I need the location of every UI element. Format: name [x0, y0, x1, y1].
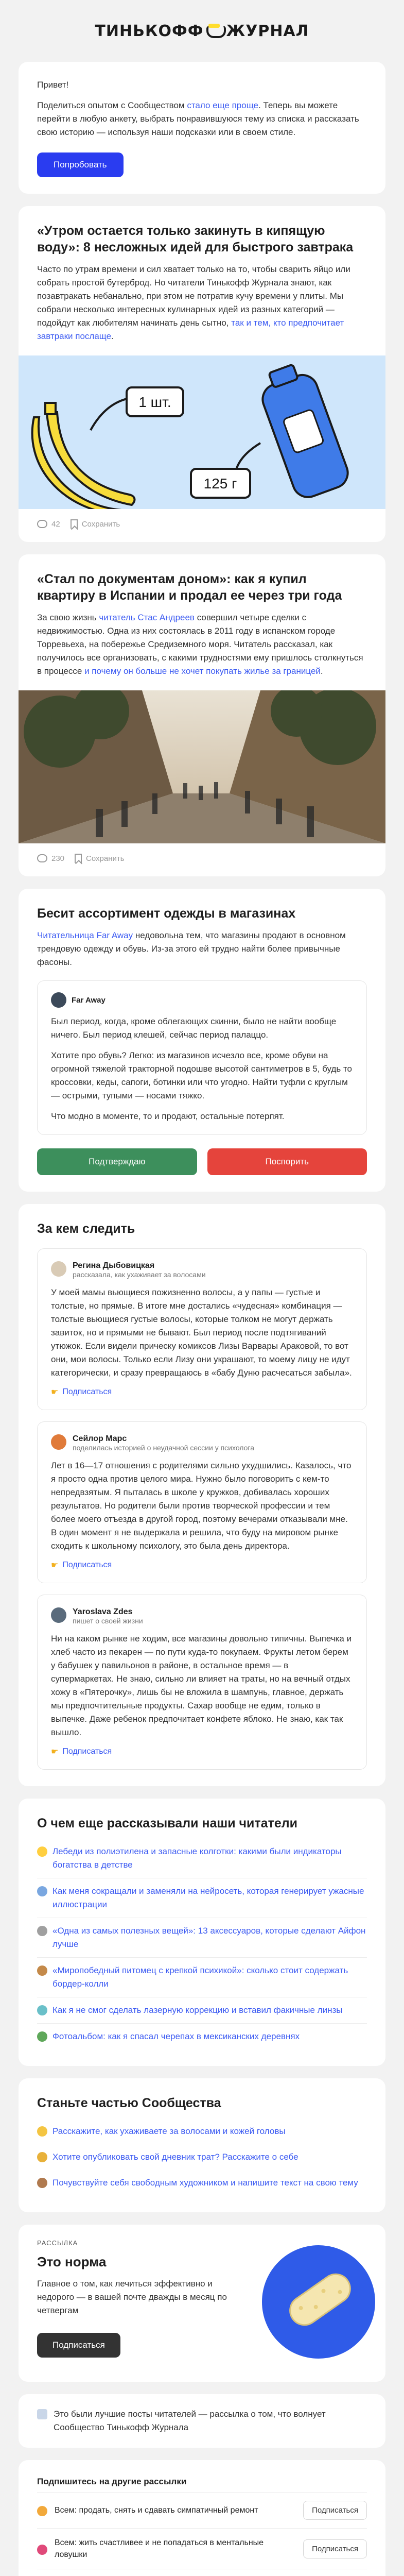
bottle-label: 125 г — [203, 476, 237, 492]
subscription-row — [37, 2492, 367, 2528]
readers-list — [37, 1839, 367, 2049]
list-link[interactable]: Лебеди из полиэтилена и запасные колготки: какими были индикаторы богатства в детстве — [52, 1846, 342, 1870]
key-emoji-icon — [37, 2506, 47, 2516]
follow-author[interactable] — [51, 1261, 353, 1279]
street-photo — [19, 690, 385, 843]
pointer-icon: ☛ — [51, 1561, 59, 1570]
article-lead-part: Часто по утрам времени и сил хватает только на то, чтобы сварить яйцо или собрать простой бутерброд. Но читатели Тинькофф Журнала знают, как позавтракать небанально, при этом не потратив кучу времени у плиты. Мы собрали несколько интересных кулинарных идей из разных категорий — подойдут как любителям начинать день сытно, — [37, 264, 350, 328]
community-list — [37, 2119, 367, 2196]
follow-author[interactable] — [51, 1607, 353, 1625]
comment-icon — [37, 854, 47, 862]
list-link[interactable]: Фотоальбом: как я спасал черепах в мексиканских деревнях — [52, 2031, 300, 2041]
pointer-icon: ☛ — [51, 1748, 59, 1756]
newsletter-card — [19, 2225, 385, 2382]
bookmark-icon — [71, 519, 78, 529]
comments-counter[interactable] — [37, 520, 60, 529]
avatar — [51, 1434, 66, 1450]
readers-card — [19, 1799, 385, 2066]
banana-bottle-illustration — [19, 355, 385, 509]
subscribe-button[interactable]: Подписаться — [303, 2501, 367, 2520]
community-card — [19, 2078, 385, 2212]
subscribe-label: Подписаться — [62, 1387, 112, 1396]
turtle-emoji-icon — [37, 2031, 47, 2042]
robot-emoji-icon — [37, 1886, 47, 1896]
subscribe-label: Подписаться — [62, 1747, 112, 1756]
list-item[interactable] — [37, 1878, 367, 1918]
article-link[interactable]: так и тем, кто предпочитает завтраки послаще — [37, 318, 344, 341]
list-item[interactable] — [37, 2119, 367, 2144]
pill-svg — [231, 2225, 385, 2379]
list-item[interactable] — [37, 1918, 367, 1957]
article-meta — [19, 509, 385, 542]
pointer-icon: ☛ — [51, 1388, 59, 1397]
subscribe-link[interactable] — [51, 1747, 353, 1757]
avatar — [51, 1607, 66, 1623]
newsletter-subscribe-button[interactable]: Подписаться — [37, 2333, 120, 2358]
article-lead-part: . — [111, 331, 114, 341]
subscribe-button[interactable]: Подписаться — [303, 2539, 367, 2558]
note-card — [19, 2394, 385, 2448]
brand-left: ТИНЬКОФФ — [95, 22, 204, 40]
bookmark-icon — [75, 854, 82, 863]
comments-count: 42 — [51, 519, 60, 529]
newsletter-description: Главное о том, как лечиться эффективно и недорого — в вашей почте дважды в месяц по четвергам — [37, 2279, 227, 2315]
follow-item — [37, 1595, 367, 1770]
try-button[interactable]: Попробовать — [37, 152, 124, 177]
follow-text: Ни на каком рынке не ходим, все магазины довольно типичны. Выпечка и хлеб часто из пекарен — по пути куда-то покупаем. Фрукты летом берем у бабушек у павильонов в районе, в остальное время — в супермаркетах. Не знаю, сильно ли влияет на траты, но на вечный отдых хожу в «Пятерочку», лишь бы не вложила в шампунь, главное, держать мы предпочтительные продукты. Сахар вообще не едим, только в выпечке. Даже ребенок предпочитает конфете яблоко. Не знаю, как так вышло. — [51, 1634, 352, 1737]
avatar — [51, 992, 66, 1008]
list-link[interactable]: Почувствуйте себя свободным художником и напишите текст на свою тему — [52, 2178, 358, 2188]
save-action[interactable] — [71, 519, 120, 529]
article-title[interactable]: «Стал по документам доном»: как я купил квартиру в Испании и продал ее через три года — [37, 572, 342, 603]
article-card-spain[interactable] — [19, 554, 385, 876]
brand-logo[interactable] — [0, 0, 404, 62]
list-link[interactable]: Хотите опубликовать свой дневник трат? Расскажите о себе — [52, 2152, 298, 2162]
save-label: Сохранить — [86, 854, 125, 863]
comments-count: 230 — [51, 854, 65, 863]
follow-author[interactable] — [51, 1434, 353, 1452]
article-meta — [19, 843, 385, 876]
article-lead-part: За свою жизнь — [37, 613, 99, 622]
article-lead-part: . — [320, 666, 323, 676]
follow-card — [19, 1204, 385, 1786]
list-item[interactable] — [37, 1997, 367, 2023]
author-subtitle: пишет о своей жизни — [73, 1617, 143, 1625]
subscribe-card — [19, 2460, 385, 2576]
reader-link[interactable]: Читательница Far Away — [37, 930, 133, 940]
photo-svg — [19, 690, 385, 843]
banana-label: 1 шт. — [138, 394, 171, 410]
eye-emoji-icon — [37, 2005, 47, 2015]
list-item[interactable] — [37, 2144, 367, 2170]
newsletter-kicker: РАССЫЛКА — [37, 2239, 78, 2247]
swan-emoji-icon — [37, 1846, 47, 1857]
subscription-text: Всем: жить счастливее и не попадаться в ментальные ловушки — [55, 2538, 264, 2559]
illustration-svg — [19, 355, 385, 509]
shield-icon — [206, 24, 223, 38]
artist-emoji-icon — [37, 2178, 47, 2188]
follow-text: Лет в 16—17 отношения с родителями сильно ухудшились. Казалось, что я просто одна против целого мира. Нужно было поговорить с кем-то непредвзятым. Я пыталась в школе у кружков, добивалась хороших результатов. Но родители были против творческой профессии и тем более моего отъезда в другой город, поэтому вечерами отказывали мне. В один момент я не выдержала и решила, что буду на мировом рынке сходить к школьному психологу, это была день директора. — [51, 1461, 352, 1551]
poll-title: Бесит ассортимент одежды в магазинах — [37, 906, 296, 921]
agree-button[interactable]: Подтверждаю — [37, 1148, 197, 1175]
subscribe-label: Подписаться — [62, 1561, 112, 1569]
comments-counter[interactable] — [37, 854, 64, 863]
quote-paragraph: Был период, когда, кроме облегающих скинни, было не найти вообще ничего. Был период клешей, сейчас период палаццо. — [51, 1016, 337, 1040]
newsletter-title: Это норма — [37, 2254, 107, 2269]
follow-title: За кем следить — [37, 1222, 135, 1236]
brand-right: ЖУРНАЛ — [226, 22, 309, 40]
list-item[interactable] — [37, 2170, 367, 2196]
comment-icon — [37, 520, 47, 528]
follow-item — [37, 1421, 367, 1583]
article-link[interactable]: и почему он больше не хочет покупать жилье за границей — [84, 666, 321, 676]
article-lead — [37, 611, 367, 678]
subscription-text: Всем: продать, снять и сдавать симпатичный ремонт — [55, 2506, 258, 2515]
readers-title: О чем еще рассказывали наши читатели — [37, 1816, 297, 1831]
intro-text — [37, 99, 367, 139]
quote-paragraph: Хотите про обувь? Легко: из магазинов исчезло все, кроме обуви на огромной тяжелой тракторной подошве высотой сантиметров в 5, будь то кроссовки, кеды, сапоги, ботинки или что угодно. Найти туфли с круглым — острыми, тупыми — носами тяжко. — [51, 1050, 353, 1100]
quote-author[interactable] — [51, 992, 353, 1008]
subscribe-link[interactable] — [51, 1387, 353, 1397]
author-info — [73, 1607, 143, 1625]
list-link[interactable]: Как меня сокращали и заменяли на нейросеть, которая генерирует ужасные иллюстрации — [52, 1886, 364, 1909]
author-subtitle: рассказала, как ухаживает за волосами — [73, 1270, 206, 1279]
intro-card — [19, 62, 385, 194]
argue-button[interactable]: Поспорить — [207, 1148, 367, 1175]
list-item[interactable] — [37, 2023, 367, 2049]
author-info — [73, 1434, 254, 1452]
save-action[interactable] — [75, 854, 125, 863]
poll-intro — [37, 929, 367, 969]
intro-link[interactable]: стало еще проще — [187, 100, 258, 110]
list-link[interactable]: «Миропобедный питомец с крепкой психикой»: сколько стоит содержать бордер-колли — [52, 1965, 348, 1989]
phone-emoji-icon — [37, 1926, 47, 1936]
article-card-breakfast[interactable] — [19, 206, 385, 542]
article-lead — [37, 263, 367, 343]
intro-text-part: . Теперь вы можете перейти в любую анкету, выбрать понравившуюся тему из списка и рассказать свою историю — используя наши подсказки или в своем стиле. — [37, 100, 359, 137]
poll-card — [19, 889, 385, 1192]
comb-emoji-icon — [37, 2126, 47, 2137]
subscription-row — [37, 2528, 367, 2569]
author-name: Сейлор Марс — [73, 1434, 127, 1443]
list-item[interactable] — [37, 1957, 367, 1997]
reader-quote — [37, 980, 367, 1135]
money-emoji-icon — [37, 2152, 47, 2162]
subscribe-title: Подпишитесь на другие рассылки — [37, 2477, 187, 2486]
speech-emoji-icon — [37, 2409, 47, 2419]
poll-intro-part: недовольна тем, что магазины продают в основном трендовую одежду и обувь. Из-за этого ей трудно найти более привычные фасоны. — [37, 930, 346, 967]
author-name: Регина Дыбовицкая — [73, 1261, 155, 1270]
heart-emoji-icon — [37, 2545, 47, 2555]
article-title[interactable]: «Утром остается только закинуть в кипящую воду»: 8 несложных идей для быстрого завтрака — [37, 224, 354, 255]
list-link[interactable]: Как я не смог сделать лазерную коррекцию и вставил факичные линзы — [52, 2005, 343, 2015]
intro-text-part: Поделиться опытом с Сообществом — [37, 100, 187, 110]
pill-illustration — [231, 2225, 385, 2382]
list-link[interactable]: Расскажите, как ухаживаете за волосами и кожей головы — [52, 2126, 286, 2136]
subscription-row — [37, 2569, 367, 2576]
follow-text: У моей мамы вьющиеся пожизненно волосы, а у папы — густые и толстые, но прямые. В итоге мне достались «чудесная» комбинация — толстые вьющиеся густые волосы, которые толком не могут держать завиток, но и прямыми не бывают. Был период после подтягиваний утюжок. Если видели причеcку комиксов Лизы Варвары Араковой, то вот они, мои волосы. Только если Лизу они украшают, то моему лицу не идут категорически, и сразу превращаюсь в «бабу Дуню расчесаться забыла». — [51, 1287, 352, 1378]
avatar — [51, 1261, 66, 1277]
follow-item — [37, 1248, 367, 1410]
author-info — [73, 1261, 206, 1279]
list-item[interactable] — [37, 1839, 367, 1878]
list-link[interactable]: «Одна из самых полезных вещей»: 13 аксессуаров, которые сделают Айфон лучше — [52, 1926, 366, 1949]
note-text: Это были лучшие посты читателей — рассылка о том, что волнует Сообщество Тинькофф Журнала — [54, 2409, 326, 2432]
greeting: Привет! — [37, 80, 69, 90]
community-title: Станьте частью Сообщества — [37, 2096, 221, 2110]
subscribe-link[interactable] — [51, 1560, 353, 1570]
newsletter-text — [19, 2225, 231, 2382]
article-lead-part: совершил четыре сделки с недвижимостью. Одна из них состоялась в 2011 году в испанском городе Торревьеха, на побережье Средиземного моря. Читатель рассказал, как получилось все организовать, с какими трудностями ему пришлось столкнуться в процессе — [37, 613, 363, 676]
author-name: Yaroslava Zdes — [73, 1607, 133, 1616]
author-subtitle: поделилась историей о неудачной сессии у психолога — [73, 1444, 255, 1452]
quote-paragraph: Что модно в моменте, то и продают, остальные потерпят. — [51, 1111, 285, 1121]
reader-link[interactable]: читатель Стас Андреев — [99, 613, 195, 622]
author-name: Far Away — [72, 995, 106, 1005]
vote-buttons — [37, 1148, 367, 1175]
dog-emoji-icon — [37, 1965, 47, 1976]
save-label: Сохранить — [81, 519, 120, 529]
